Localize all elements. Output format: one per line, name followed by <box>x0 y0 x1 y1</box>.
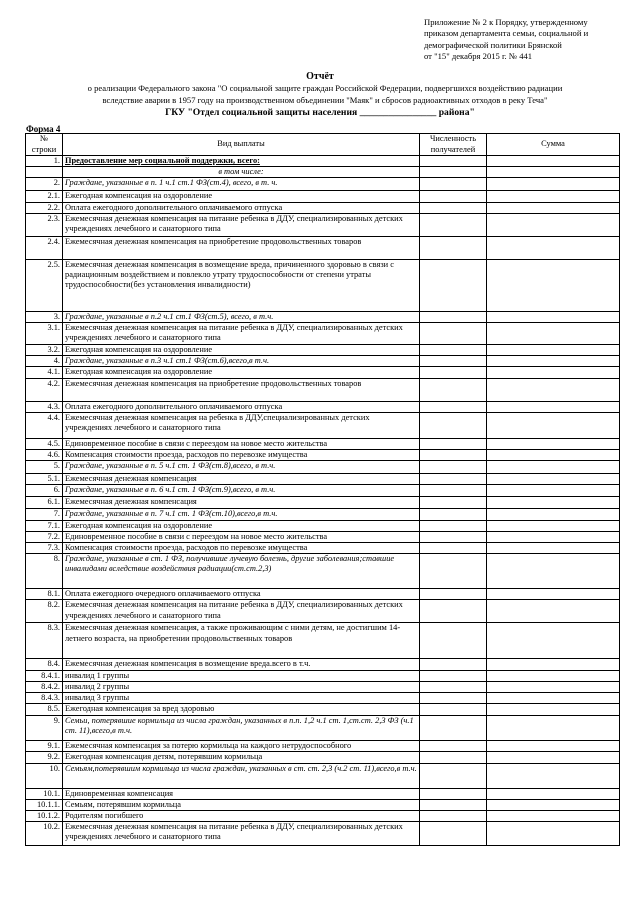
row-number: 2.5. <box>26 259 63 311</box>
row-sum-cell <box>487 167 620 178</box>
row-recipients-cell <box>420 752 487 763</box>
row-sum-cell <box>487 485 620 497</box>
table-row <box>26 202 620 213</box>
table-row <box>26 485 620 497</box>
row-payment-type: Ежемесячная денежная компенсация, а также проживающим с ними детям, не достигшим 14-летнего возраста, на приобретении продовольственных товаров <box>63 623 420 659</box>
row-recipients-cell <box>420 461 487 474</box>
row-recipients-cell <box>420 659 487 670</box>
row-number: 2.3. <box>26 213 63 236</box>
table-row <box>26 213 620 236</box>
row-payment-type: Граждане, указанные в п. 6 ч.1 ст. 1 ФЗ(ст.9),всего, в т.ч. <box>63 485 420 497</box>
table-row <box>26 520 620 531</box>
row-number: 2.1. <box>26 191 63 202</box>
table-row <box>26 788 620 799</box>
row-number: 3. <box>26 311 63 322</box>
table-row <box>26 554 620 589</box>
table-row <box>26 401 620 412</box>
row-number: 2.4. <box>26 236 63 259</box>
row-number: 6. <box>26 485 63 497</box>
row-recipients-cell <box>420 178 487 191</box>
row-recipients-cell <box>420 681 487 692</box>
row-sum-cell <box>487 681 620 692</box>
table-row <box>26 167 620 178</box>
row-sum-cell <box>487 497 620 508</box>
row-recipients-cell <box>420 378 487 401</box>
row-sum-cell <box>487 623 620 659</box>
row-payment-type: Ежемесячная денежная компенсация в возмещение вреда, причиненного здоровью в связи с радиационным воздействием и повлекло утрату трудоспособности от степени утраты трудоспособности(без установления инвалидности) <box>63 259 420 311</box>
row-sum-cell <box>487 752 620 763</box>
row-payment-type: Компенсация стоимости проезда, расходов по перевозке имущества <box>63 543 420 554</box>
row-sum-cell <box>487 670 620 681</box>
table-row <box>26 811 620 822</box>
table-row <box>26 752 620 763</box>
row-number: 9. <box>26 716 63 741</box>
row-number: 8.4.1. <box>26 670 63 681</box>
appendix-line: демографической политики Брянской <box>424 39 562 50</box>
row-sum-cell <box>487 741 620 752</box>
row-payment-type: Граждане, указанные в ст. 1 ФЗ, получившие лучевую болезнь, другие заболевания;ставшие инвалидами вследствие воздействия радиации(ст.ст.2,3) <box>63 554 420 589</box>
row-number: 8.4.2. <box>26 681 63 692</box>
row-recipients-cell <box>420 311 487 322</box>
row-payment-type: Ежегодная компенсация на оздоровление <box>63 367 420 378</box>
row-recipients-cell <box>420 543 487 554</box>
report-subtitle-line: о реализации Федерального закона "О социальной защите граждан Российской Федерации, подвергшихся воздействию радиации <box>87 83 563 93</box>
row-number: 10.1.2. <box>26 811 63 822</box>
table-row <box>26 191 620 202</box>
table-row <box>26 531 620 542</box>
row-recipients-cell <box>420 259 487 311</box>
table-row <box>26 508 620 520</box>
row-recipients-cell <box>420 412 487 438</box>
report-title: Отчёт <box>306 71 334 82</box>
row-payment-type: Семьям, потерявшим кормильца <box>63 799 420 810</box>
row-sum-cell <box>487 589 620 600</box>
row-number: 4.4. <box>26 412 63 438</box>
form-label: Форма 4 <box>26 124 61 134</box>
table-row <box>26 693 620 704</box>
table-row <box>26 741 620 752</box>
table-row <box>26 670 620 681</box>
row-recipients-cell <box>420 600 487 623</box>
table-row <box>26 367 620 378</box>
row-recipients-cell <box>420 236 487 259</box>
row-recipients-cell <box>420 438 487 449</box>
row-recipients-cell <box>420 811 487 822</box>
row-number <box>26 167 63 178</box>
row-payment-type: Компенсация стоимости проезда, расходов по перевозке имущества <box>63 450 420 461</box>
row-payment-type: Граждане, указанные в п. 5 ч.1 ст. 1 ФЗ(ст.8),всего, в т.ч. <box>63 461 420 474</box>
row-number: 7.2. <box>26 531 63 542</box>
row-payment-type: Граждане, указанные в п.2 ч.1 ст.1 ФЗ(ст.5), всего, в т.ч. <box>63 311 420 322</box>
table-row <box>26 311 620 322</box>
row-sum-cell <box>487 554 620 589</box>
row-payment-type: Граждане, указанные в п. 7 ч.1 ст. 1 ФЗ(ст.10),всего,в т.ч. <box>63 508 420 520</box>
row-payment-type: инвалид 1 группы <box>63 670 420 681</box>
row-sum-cell <box>487 213 620 236</box>
table-row <box>26 474 620 485</box>
table-row <box>26 178 620 191</box>
row-recipients-cell <box>420 799 487 810</box>
table-row <box>26 600 620 623</box>
appendix-line: Приложение № 2 к Порядку, утвержденному <box>424 17 588 27</box>
row-number: 8.4. <box>26 659 63 670</box>
row-recipients-cell <box>420 520 487 531</box>
row-sum-cell <box>487 401 620 412</box>
row-recipients-cell <box>420 716 487 741</box>
row-payment-type: Единовременное пособие в связи с переездом на новое место жительства <box>63 531 420 542</box>
row-recipients-cell <box>420 474 487 485</box>
row-sum-cell <box>487 543 620 554</box>
table-row <box>26 704 620 716</box>
header-kind: Вид выплаты <box>63 134 420 156</box>
row-recipients-cell <box>420 156 487 167</box>
row-payment-type: Оплата ежегодного дополнительного оплачиваемого отпуска <box>63 202 420 213</box>
row-number: 3.1. <box>26 323 63 345</box>
row-sum-cell <box>487 156 620 167</box>
row-number: 10.1.1. <box>26 799 63 810</box>
row-recipients-cell <box>420 485 487 497</box>
row-payment-type: Оплата ежегодного дополнительного оплачиваемого отпуска <box>63 401 420 412</box>
row-payment-type: Ежегодная компенсация на оздоровление <box>63 520 420 531</box>
row-sum-cell <box>487 438 620 449</box>
row-payment-type: Предоставление мер социальной поддержки, всего: <box>63 156 420 167</box>
table-row <box>26 822 620 846</box>
row-sum-cell <box>487 822 620 846</box>
row-number: 10.2. <box>26 822 63 846</box>
table-row <box>26 681 620 692</box>
row-sum-cell <box>487 788 620 799</box>
row-sum-cell <box>487 367 620 378</box>
row-recipients-cell <box>420 356 487 367</box>
row-payment-type: Семьи, потерявшие кормильца из числа граждан, указанных в п.п. 1,2 ч.1 ст. 1,ст.ст. 2,3 ФЗ (ч.1 ст. 11),всего,в т.ч. <box>63 716 420 741</box>
row-payment-type: Ежемесячная денежная компенсация в возмещение вреда.всего в т.ч. <box>63 659 420 670</box>
row-sum-cell <box>487 236 620 259</box>
row-number: 8.1. <box>26 589 63 600</box>
table-row <box>26 378 620 401</box>
row-sum-cell <box>487 345 620 356</box>
header-num: № строки <box>26 134 63 156</box>
row-sum-cell <box>487 311 620 322</box>
row-number: 8. <box>26 554 63 589</box>
row-sum-cell <box>487 811 620 822</box>
row-recipients-cell <box>420 497 487 508</box>
appendix-line: приказом департамента семьи, социальной и <box>424 28 589 39</box>
row-number: 9.1. <box>26 741 63 752</box>
table-row <box>26 236 620 259</box>
row-sum-cell <box>487 474 620 485</box>
row-sum-cell <box>487 693 620 704</box>
table-row <box>26 543 620 554</box>
table-row <box>26 461 620 474</box>
row-sum-cell <box>487 704 620 716</box>
table-row <box>26 356 620 367</box>
table-row <box>26 623 620 659</box>
row-sum-cell <box>487 508 620 520</box>
table-header-row <box>26 134 620 156</box>
row-recipients-cell <box>420 822 487 846</box>
row-number: 4.3. <box>26 401 63 412</box>
row-number: 4.6. <box>26 450 63 461</box>
row-recipients-cell <box>420 450 487 461</box>
row-recipients-cell <box>420 531 487 542</box>
table-row <box>26 345 620 356</box>
row-number: 2. <box>26 178 63 191</box>
row-payment-type: Семьям,потерявшим кормильца из числа граждан, указанных в ст. ст. 2,3 (ч.2 ст. 11),всего,в т.ч. <box>63 763 420 788</box>
row-recipients-cell <box>420 191 487 202</box>
payments-table <box>25 133 620 846</box>
row-sum-cell <box>487 531 620 542</box>
table-row <box>26 497 620 508</box>
row-payment-type: в том числе: <box>63 167 420 178</box>
row-number: 5. <box>26 461 63 474</box>
row-payment-type: Ежемесячная денежная компенсация на приобретение продовольственных товаров <box>63 236 420 259</box>
row-sum-cell <box>487 799 620 810</box>
row-payment-type: инвалид 3 группы <box>63 693 420 704</box>
row-sum-cell <box>487 191 620 202</box>
row-sum-cell <box>487 356 620 367</box>
row-recipients-cell <box>420 323 487 345</box>
row-recipients-cell <box>420 623 487 659</box>
row-payment-type: Родителям погибшего <box>63 811 420 822</box>
row-number: 8.2. <box>26 600 63 623</box>
row-number: 4.5. <box>26 438 63 449</box>
row-payment-type: Ежемесячная денежная компенсация на приобретение продовольственных товаров <box>63 378 420 401</box>
row-recipients-cell <box>420 741 487 752</box>
row-payment-type: Граждане, указанные в п.3 ч.1 ст.1 ФЗ(ст.6),всего,в т.ч. <box>63 356 420 367</box>
row-payment-type: Ежемесячная компенсация за потерю кормильца на каждого нетрудоспособного <box>63 741 420 752</box>
header-sum: Сумма <box>487 134 620 156</box>
row-recipients-cell <box>420 202 487 213</box>
row-sum-cell <box>487 178 620 191</box>
row-number: 7. <box>26 508 63 520</box>
row-sum-cell <box>487 520 620 531</box>
row-recipients-cell <box>420 345 487 356</box>
row-number: 8.3. <box>26 623 63 659</box>
row-number: 2.2. <box>26 202 63 213</box>
row-payment-type: Ежегодная компенсация детям, потерявшим кормильца <box>63 752 420 763</box>
row-sum-cell <box>487 202 620 213</box>
row-number: 7.1. <box>26 520 63 531</box>
row-number: 3.2. <box>26 345 63 356</box>
row-recipients-cell <box>420 508 487 520</box>
row-number: 10.1. <box>26 788 63 799</box>
row-recipients-cell <box>420 670 487 681</box>
row-payment-type: Ежемесячная денежная компенсация <box>63 474 420 485</box>
row-payment-type: Ежемесячная денежная компенсация <box>63 497 420 508</box>
row-payment-type: Ежегодная компенсация на оздоровление <box>63 191 420 202</box>
row-sum-cell <box>487 659 620 670</box>
table-row <box>26 799 620 810</box>
row-payment-type: Единовременная компенсация <box>63 788 420 799</box>
appendix-block <box>424 17 634 62</box>
row-payment-type: Единовременное пособие в связи с переездом на новое место жительства <box>63 438 420 449</box>
row-recipients-cell <box>420 763 487 788</box>
row-number: 4.1. <box>26 367 63 378</box>
row-sum-cell <box>487 763 620 788</box>
row-recipients-cell <box>420 693 487 704</box>
table-row <box>26 412 620 438</box>
row-sum-cell <box>487 461 620 474</box>
row-sum-cell <box>487 259 620 311</box>
header-count: Численность получателей <box>420 134 487 156</box>
row-sum-cell <box>487 600 620 623</box>
table-row <box>26 589 620 600</box>
row-recipients-cell <box>420 589 487 600</box>
table-row <box>26 323 620 345</box>
row-number: 6.1. <box>26 497 63 508</box>
row-recipients-cell <box>420 213 487 236</box>
row-payment-type: Оплата ежегодного очередного оплачиваемого отпуска <box>63 589 420 600</box>
row-payment-type: Ежегодная компенсация за вред здоровью <box>63 704 420 716</box>
row-sum-cell <box>487 716 620 741</box>
row-number: 5.1. <box>26 474 63 485</box>
row-number: 10. <box>26 763 63 788</box>
table-row <box>26 763 620 788</box>
row-payment-type: Граждане, указанные в п. 1 ч.1 ст.1 ФЗ(ст.4), всего, в т. ч. <box>63 178 420 191</box>
row-payment-type: Ежемесячная денежная компенсация на питание ребенка в ДДУ, специализированных детских учреждениях лечебного и санаторного типа <box>63 323 420 345</box>
row-recipients-cell <box>420 788 487 799</box>
row-payment-type: Ежемесячная денежная компенсация на ребенка в ДДУ,специализированных детских учреждениях лечебного и санаторного типа <box>63 412 420 438</box>
table-row <box>26 156 620 167</box>
row-number: 4.2. <box>26 378 63 401</box>
table-row <box>26 659 620 670</box>
row-number: 9.2. <box>26 752 63 763</box>
row-payment-type: Ежемесячная денежная компенсация на питание ребенка в ДДУ, специализированных детских учреждениях лечебного и санаторного типа <box>63 600 420 623</box>
organization-line: ГКУ "Отдел социальной защиты населения ________________ района" <box>165 107 475 118</box>
row-recipients-cell <box>420 554 487 589</box>
table-row <box>26 450 620 461</box>
row-payment-type: инвалид 2 группы <box>63 681 420 692</box>
table-row <box>26 716 620 741</box>
report-subtitle-line: вследствие аварии в 1957 году на производственном объединении "Маяк" и сбросов радиоактивных отходов в реку Теча" <box>102 94 548 105</box>
appendix-line: от "15" декабря 2015 г. № 441 <box>424 50 533 61</box>
row-number: 8.5. <box>26 704 63 716</box>
row-number: 8.4.3. <box>26 693 63 704</box>
row-payment-type: Ежемесячная денежная компенсация на питание ребенка в ДДУ, специализированных детских учреждениях лечебного и санаторного типа <box>63 213 420 236</box>
row-number: 1. <box>26 156 63 167</box>
row-number: 7.3. <box>26 543 63 554</box>
row-sum-cell <box>487 412 620 438</box>
row-payment-type: Ежемесячная денежная компенсация на питание ребенка в ДДУ, специализированных детских учреждениях лечебного и санаторного типа <box>63 822 420 846</box>
row-recipients-cell <box>420 367 487 378</box>
report-subtitle <box>30 83 620 106</box>
table-row <box>26 259 620 311</box>
row-sum-cell <box>487 323 620 345</box>
row-number: 4. <box>26 356 63 367</box>
row-payment-type: Ежегодная компенсация на оздоровление <box>63 345 420 356</box>
table-row <box>26 438 620 449</box>
row-recipients-cell <box>420 167 487 178</box>
row-recipients-cell <box>420 704 487 716</box>
row-recipients-cell <box>420 401 487 412</box>
row-sum-cell <box>487 450 620 461</box>
row-sum-cell <box>487 378 620 401</box>
